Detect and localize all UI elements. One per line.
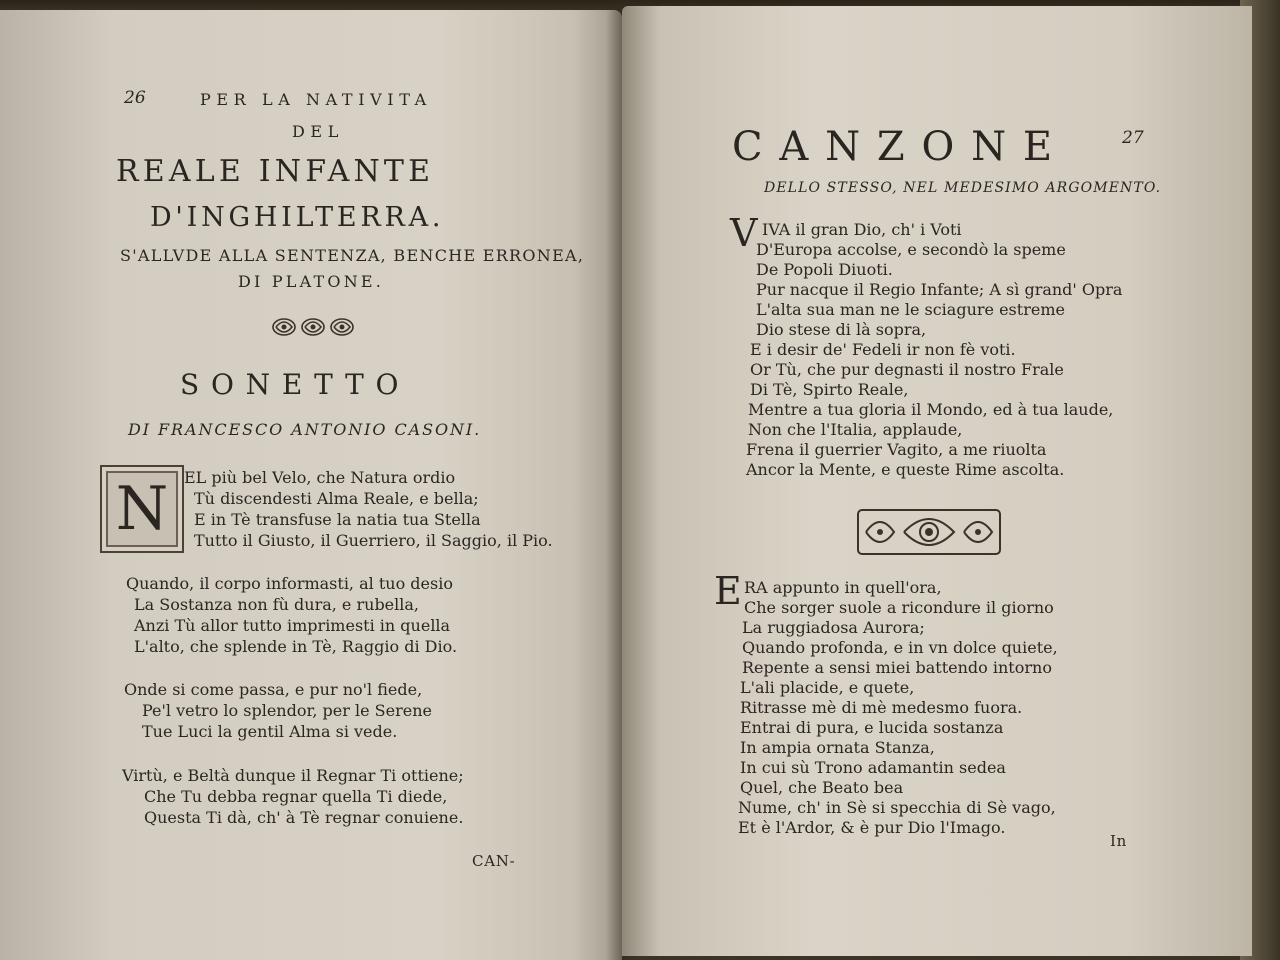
- verse-line: Dio stese di là sopra,: [756, 320, 927, 339]
- right-page: [622, 6, 1252, 956]
- verse-line: Mentre a tua gloria il Mondo, ed à tua laude,: [748, 400, 1114, 419]
- left-subtitle-1: S'ALLVDE ALLA SENTENZA, BENCHE ERRONEA,: [120, 246, 585, 265]
- verse-line: Tutto il Giusto, il Guerriero, il Saggio, il Pio.: [194, 531, 553, 550]
- verse-line: De Popoli Diuoti.: [756, 260, 893, 279]
- left-page: [0, 10, 622, 960]
- verse-line: In cui sù Trono adamantin sedea: [740, 758, 1006, 777]
- verse-line: In ampia ornata Stanza,: [740, 738, 935, 757]
- verse-line: D'Europa accolse, e secondò la speme: [756, 240, 1066, 259]
- verse-line: Questa Ti dà, ch' à Tè regnar conuiene.: [144, 808, 464, 827]
- verse-line: Quando profonda, e in vn dolce quiete,: [742, 638, 1058, 657]
- right-fleuron-ornament: [856, 506, 1002, 558]
- left-title-2: D'INGHILTERRA.: [150, 202, 445, 233]
- verse-line: Tue Luci la gentil Alma si vede.: [142, 722, 398, 741]
- verse-line: Virtù, e Beltà dunque il Regnar Ti ottiene;: [122, 766, 464, 785]
- verse-line: Frena il guerrier Vagito, a me riuolta: [746, 440, 1047, 459]
- verse-line: Di Tè, Spirto Reale,: [750, 380, 909, 399]
- verse-line: Quel, che Beato bea: [740, 778, 904, 797]
- verse-line: L'alta sua man ne le sciagure estreme: [756, 300, 1065, 319]
- left-line-del: DEL: [292, 122, 344, 141]
- verse-line: Repente a sensi miei battendo intorno: [742, 658, 1052, 677]
- verse-line: Che sorger suole a ricondure il giorno: [744, 598, 1054, 617]
- left-title-1: REALE INFANTE: [116, 154, 435, 189]
- right-page-number: 27: [1122, 128, 1144, 148]
- verse-line: Et è l'Ardor, & è pur Dio l'Imago.: [738, 818, 1006, 837]
- verse-line: Pe'l vetro lo splendor, per le Serene: [142, 701, 432, 720]
- initial-e: E: [714, 569, 742, 613]
- verse-line: La Sostanza non fù dura, e rubella,: [134, 595, 420, 614]
- decorated-initial-letter: N: [115, 474, 169, 544]
- verse-line: EL più bel Velo, che Natura ordio: [184, 468, 456, 487]
- left-page-number: 26: [124, 88, 146, 108]
- sonnet-author: DI FRANCESCO ANTONIO CASONI.: [128, 420, 482, 439]
- canzone-heading: CANZONE: [732, 124, 1069, 170]
- right-catchword: In: [1110, 832, 1128, 850]
- verse-line: Tù discendesti Alma Reale, e bella;: [194, 489, 479, 508]
- verse-line: Che Tu debba regnar quella Ti diede,: [144, 787, 448, 806]
- left-fleuron-ornament: [270, 315, 356, 339]
- verse-line: L'ali placide, e quete,: [740, 678, 915, 697]
- sonetto-heading: SONETTO: [180, 368, 411, 401]
- verse-line: IVA il gran Dio, ch' i Voti: [762, 220, 962, 239]
- verse-line: Nume, ch' in Sè si specchia di Sè vago,: [738, 798, 1056, 817]
- verse-line: Ancor la Mente, e queste Rime ascolta.: [746, 460, 1065, 479]
- canzone-subheading: DELLO STESSO, NEL MEDESIMO ARGOMENTO.: [764, 180, 1162, 196]
- verse-line: RA appunto in quell'ora,: [744, 578, 942, 597]
- verse-line: Onde si come passa, e pur no'l fiede,: [124, 680, 423, 699]
- verse-line: L'alto, che splende in Tè, Raggio di Dio.: [134, 637, 458, 656]
- verse-line: Quando, il corpo informasti, al tuo desio: [126, 574, 453, 593]
- verse-line: Or Tù, che pur degnasti il nostro Frale: [750, 360, 1064, 379]
- verse-line: E in Tè transfuse la natia tua Stella: [194, 510, 481, 529]
- verse-line: La ruggiadosa Aurora;: [742, 618, 925, 637]
- verse-line: Pur nacque il Regio Infante; A sì grand' Opra: [756, 280, 1123, 299]
- left-running-head: PER LA NATIVITA: [200, 90, 432, 109]
- decorated-initial-n: [100, 465, 184, 553]
- left-subtitle-2: DI PLATONE.: [238, 272, 385, 291]
- left-catchword: CAN-: [472, 852, 516, 870]
- verse-line: E i desir de' Fedeli ir non fè voti.: [750, 340, 1016, 359]
- verse-line: Ritrasse mè di mè medesmo fuora.: [740, 698, 1023, 717]
- verse-line: Non che l'Italia, applaude,: [748, 420, 963, 439]
- verse-line: Entrai di pura, e lucida sostanza: [740, 718, 1004, 737]
- verse-line: Anzi Tù allor tutto imprimesti in quella: [134, 616, 451, 635]
- initial-v: V: [730, 211, 758, 255]
